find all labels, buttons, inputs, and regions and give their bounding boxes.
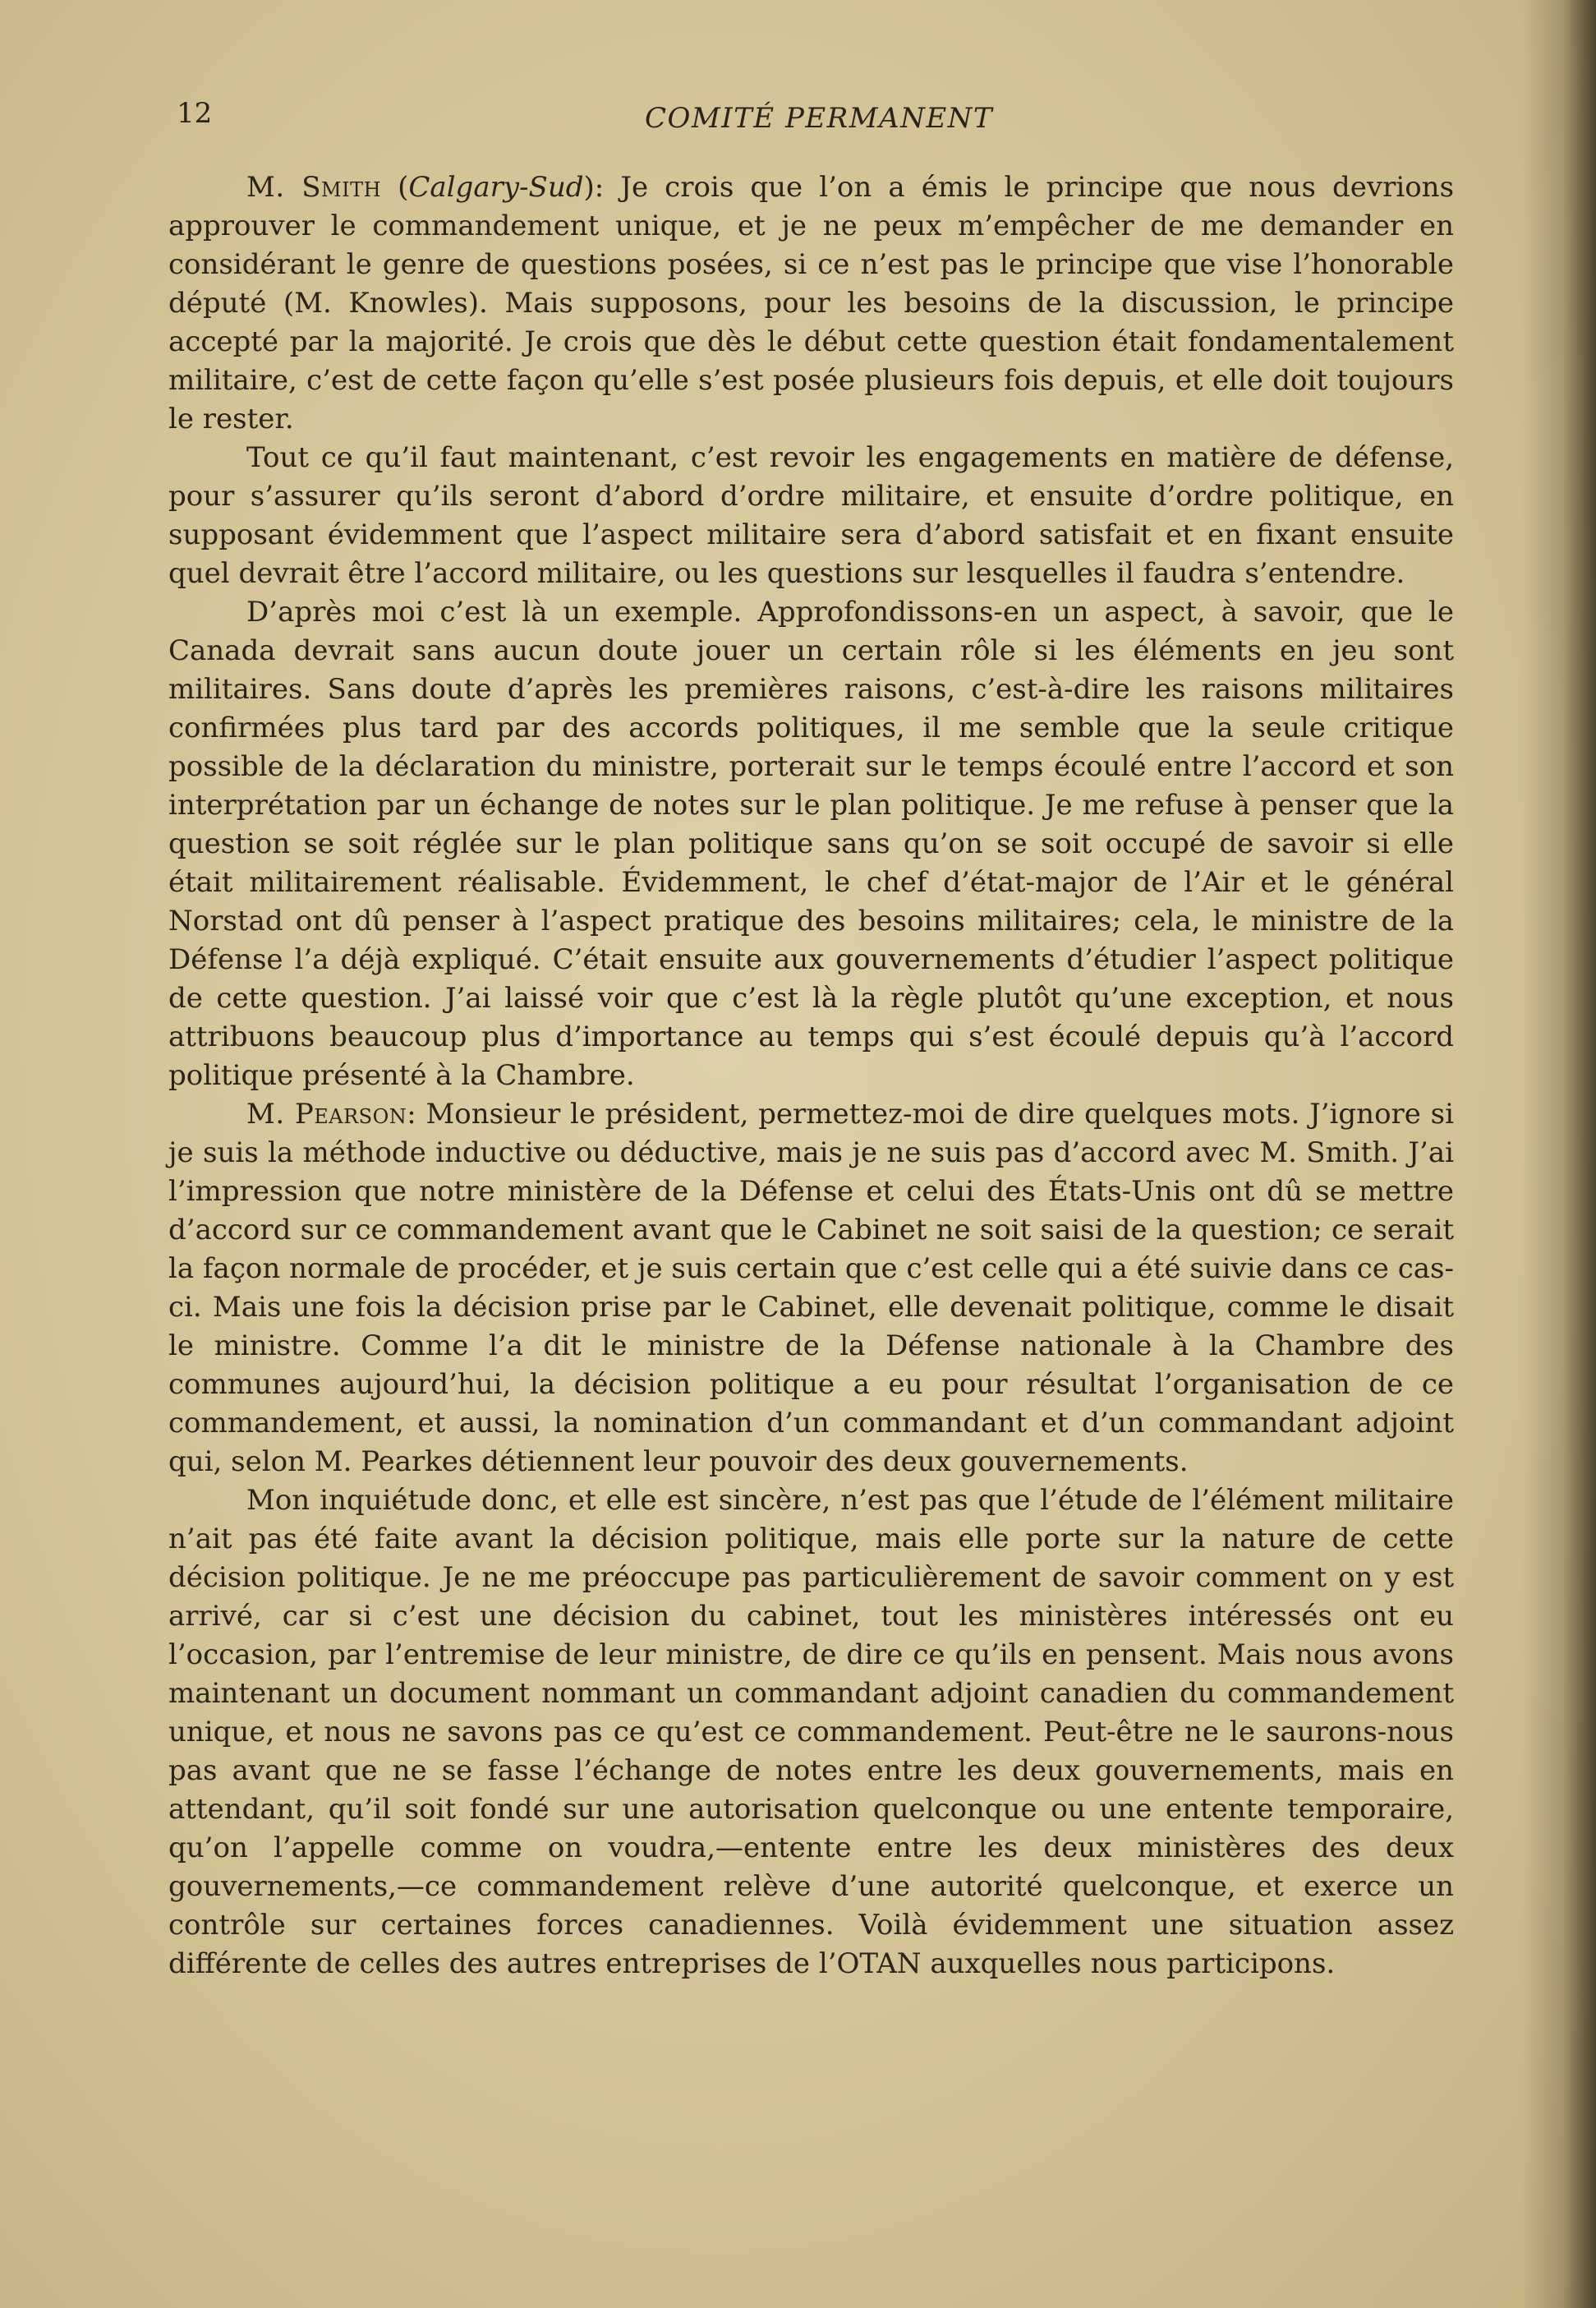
running-head: COMITÉ PERMANENT — [645, 102, 994, 135]
paragraph: Mon inquiétude donc, et elle est sincère, n’est pas que l’étude de l’élément militaire n’ait pas été faite avant la décision politique, mais elle porte sur la nature de cette décision politique. Je ne me préoccupe pas particulièrement de savoir comment on y est arrivé, car si c’est une décision du cabinet, tout les ministères intéressés ont eu l’occasion, par l’entremise de leur ministre, de dire ce qu’ils en pensent. Mais nous avons maintenant un document nommant un commandant adjoint canadien du commandement unique, et nous ne savons pas ce qu’est ce commandement. Peut-être ne le saurons-nous pas avant que ne se fasse l’échange de notes entre les deux gouvernements, mais en attendant, qu’il soit fondé sur une autorisation quelconque ou une entente temporaire, qu’on l’appelle comme on voudra,—entente entre les deux ministères des deux gouvernements,—ce commandement relève d’une autorité quelconque, et exerce un contrôle sur certaines forces canadiennes. Voilà évidemment une situation assez différente de celles des autres entreprises de l’OTAN auxquelles nous participons. — [168, 1484, 1454, 1980]
riding-close: ): — [583, 171, 621, 204]
body-text — [168, 168, 1454, 1983]
speaker-name: M. Smith — [246, 171, 382, 204]
paragraph-text: Monsieur le président, permettez-moi de dire quelques mots. J’ignore si je suis la méthode inductive ou déductive, mais je ne suis pas d’accord avec M. Smith. J’ai l’impression que notre ministère de la Défense et celui des États-Unis ont dû se mettre d’accord sur ce commandement avant que le Cabinet ne soit saisi de la question; ce serait la façon normale de procéder, et je suis certain que c’est celle qui a été suivie dans ce cas-ci. Mais une fois la décision prise par le Cabinet, elle devenait politique, comme le disait le ministre. Comme l’a dit le ministre de la Défense nationale à la Chambre des communes aujourd’hui, la décision politique a eu pour résultat l’organisation de ce commandement, et aussi, la nomination d’un commandant et d’un commandant adjoint qui, selon M. Pearkes détiennent leur pouvoir des deux gouvernements. — [168, 1098, 1454, 1478]
page-header — [177, 97, 1458, 146]
riding-open: ( — [381, 171, 409, 204]
page-number: 12 — [177, 97, 213, 130]
paragraph-smith — [168, 168, 1454, 439]
speaker-separator: : — [407, 1098, 426, 1131]
paragraph: Tout ce qu’il faut maintenant, c’est revoir les engagements en matière de défense, pour s’assurer qu’ils seront d’abord d’ordre militaire, et ensuite d’ordre politique, en supposant évidemment que l’aspect militaire sera d’abord satisfait et en fixant ensuite quel devrait être l’accord militaire, ou les questions sur lesquelles il faudra s’entendre. — [168, 441, 1454, 590]
speaker-name: M. Pearson — [246, 1098, 407, 1131]
paragraph: D’après moi c’est là un exemple. Approfondissons-en un aspect, à savoir, que le Canada devrait sans aucun doute jouer un certain rôle si les éléments en jeu sont militaires. Sans doute d’après les premières raisons, c’est-à-dire les raisons militaires confirmées plus tard par des accords politiques, il me semble que la seule critique possible de la déclaration du ministre, porterait sur le temps écoulé entre l’accord et son interprétation par un échange de notes sur le plan politique. Je me refuse à penser que la question se soit réglée sur le plan politique sans qu’on se soit occupé de savoir si elle était militairement réalisable. Évidemment, le chef d’état-major de l’Air et le général Norstad ont dû penser à l’aspect pratique des besoins militaires; cela, le ministre de la Défense l’a déjà expliqué. C’était ensuite aux gouvernements d’étudier l’aspect politique de cette question. J’ai laissé voir que c’est là la règle plutôt qu’une exception, et nous attribuons beaucoup plus d’importance au temps qui s’est écoulé depuis qu’à l’accord politique présenté à la Chambre. — [168, 596, 1454, 1092]
binding-shadow — [1522, 0, 1596, 2308]
paragraph-pearson — [168, 1095, 1454, 1481]
speaker-riding: Calgary-Sud — [408, 171, 584, 204]
paragraph-text: Je crois que l’on a émis le principe que nous devrions approuver le commandement unique, et je ne peux m’empêcher de me demander en considérant le genre de questions posées, si ce n’est pas le principe que vise l’honorable député (M. Knowles). Mais supposons, pour les besoins de la discussion, le principe accepté par la majorité. Je crois que dès le début cette question était fondamentalement militaire, c’est de cette façon qu’elle s’est posée plusieurs fois depuis, et elle doit toujours le rester. — [168, 171, 1455, 435]
